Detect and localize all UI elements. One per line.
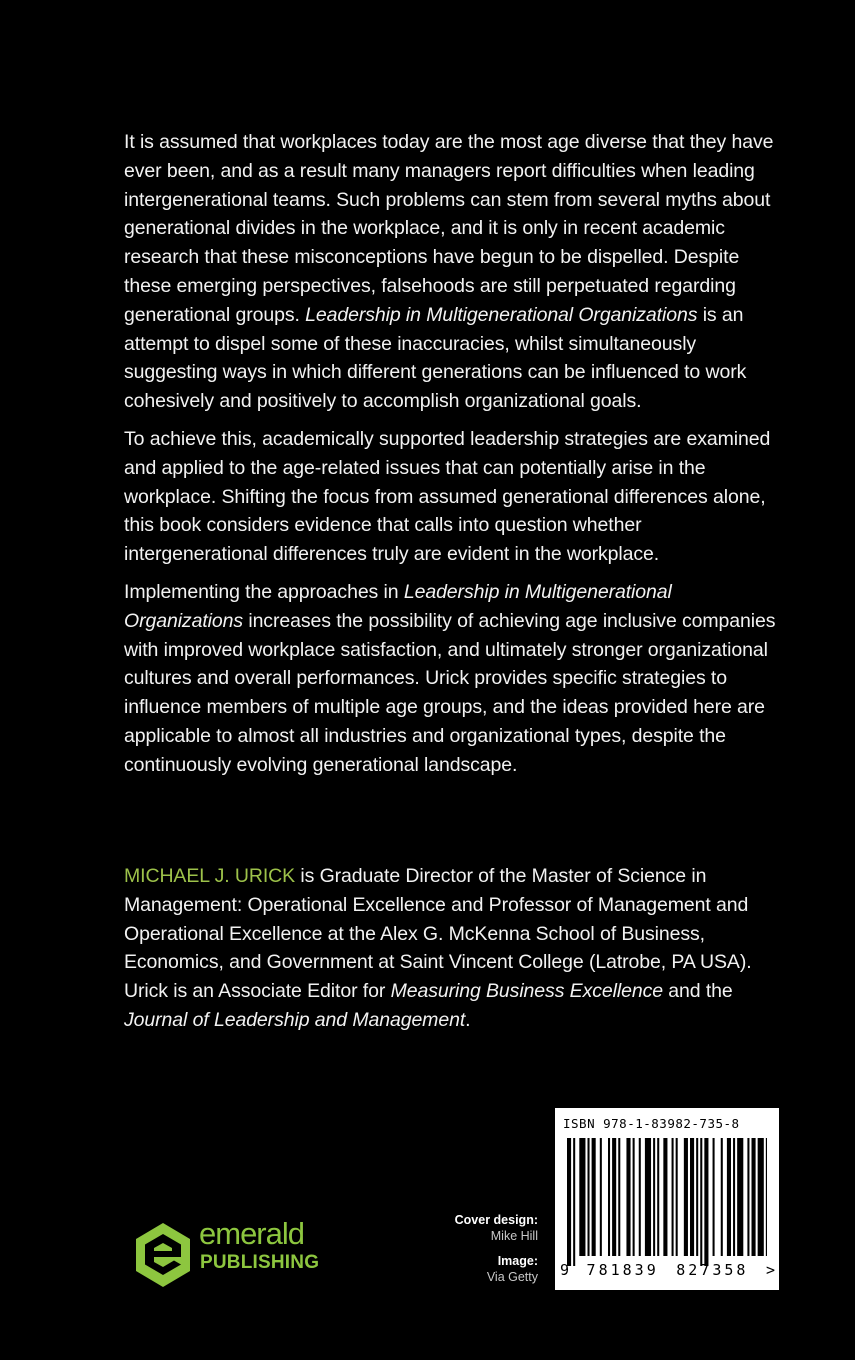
blurb-text: increases the possibility of achieving age inclusive companies with improved workplace satisfaction, and ultimately stronger organizational cultures and overall performances. Urick provides specific strategies to influence members of multiple age groups, and the ideas provided here are applicable to almost all industries and organizational types, despite the continuously evolving generational landscape. (124, 609, 776, 776)
author-name: MICHAEL J. URICK (124, 865, 296, 887)
barcode-bar (639, 1138, 641, 1256)
barcode-bar (766, 1138, 767, 1256)
logo-wordmark-publishing: PUBLISHING (200, 1252, 320, 1273)
image-credit-label: Image: (497, 1254, 538, 1268)
barcode-bar (737, 1138, 743, 1256)
emerald-hexagon-e-icon (134, 1222, 192, 1288)
isbn-barcode (555, 1108, 779, 1290)
barcode-digits (560, 1261, 775, 1279)
barcode-first-digit: 9 (560, 1261, 570, 1279)
barcode-bar (727, 1138, 731, 1256)
blurb-paragraph-3 (124, 578, 784, 780)
barcode-bar (645, 1138, 651, 1256)
barcode-bar (696, 1138, 698, 1256)
barcode-bar (618, 1138, 620, 1256)
isbn-label: ISBN 978-1-83982-735-8 (563, 1116, 740, 1131)
barcode-bar (700, 1138, 702, 1266)
back-cover-blurb (124, 128, 784, 789)
bio-text: is Graduate Director of the Master of Science in Management: Operational Excellence and Professor of Management and Operational Excellence at the Alex G. McKenna School of Business, Economics, and Government at Saint Vincent College (Latrobe, PA USA). Urick is an Associate Editor for (124, 865, 752, 1003)
bio-text: . (465, 1008, 471, 1031)
blurb-text: is an attempt to dispel some of these inaccuracies, whilst simultaneously suggesting ways in which different generations can be influenced to work cohesively and positively to accomplish organizational goals. (124, 303, 747, 413)
barcode-bar (588, 1138, 590, 1256)
barcode-end-mark: > (765, 1261, 775, 1279)
image-credit-value: Via Getty (486, 1270, 538, 1284)
cover-design-label: Cover design: (454, 1213, 538, 1227)
blurb-text: It is assumed that workplaces today are the most age diverse that they have ever been, and as a result many managers report difficulties when leading intergenerational teams. Such problems can stem from several myths about generational divides in the workplace, and it is only in recent academic research that these misconceptions have begun to be dispelled. Despite these emerging perspectives, falsehoods are still perpetuated regarding generational groups. (124, 131, 774, 326)
barcode-left-digits: 781839 (586, 1261, 659, 1279)
barcode-bar (633, 1138, 635, 1256)
blurb-paragraph-2 (124, 425, 784, 569)
book-title-italic: Leadership in Multigenerational Organizations (305, 303, 698, 326)
barcode-bar (676, 1138, 678, 1256)
author-bio (124, 862, 784, 1035)
barcode-bars (567, 1138, 767, 1268)
cover-credits (380, 1212, 538, 1285)
barcode-bar (758, 1138, 764, 1256)
barcode-bar (721, 1138, 723, 1256)
barcode-bar (672, 1138, 674, 1256)
barcode-bar (657, 1138, 659, 1256)
cover-design-value: Mike Hill (490, 1229, 538, 1243)
barcode-bar (608, 1138, 610, 1256)
blurb-paragraph-1 (124, 128, 784, 416)
barcode-bar (600, 1138, 602, 1256)
book-title-italic: Leadership in Multigenerational Organizations (124, 580, 672, 632)
barcode-bar (663, 1138, 667, 1256)
bio-text: and the (662, 980, 733, 1003)
barcode-right-digits: 827358 (676, 1261, 749, 1279)
barcode-bar (567, 1138, 571, 1266)
barcode-bar (733, 1138, 735, 1256)
barcode-bar (612, 1138, 616, 1256)
barcode-bar (713, 1138, 715, 1256)
journal-title: Journal of Leadership and Management (124, 1008, 466, 1031)
barcode-bar (592, 1138, 596, 1256)
barcode-bar (747, 1138, 749, 1256)
journal-title: Measuring Business Excellence (390, 980, 663, 1003)
barcode-bar (684, 1138, 688, 1256)
logo-wordmark-emerald: emerald (199, 1216, 304, 1251)
barcode-bar (579, 1138, 585, 1256)
barcode-bar (752, 1138, 756, 1256)
barcode-bar (573, 1138, 575, 1266)
barcode-bar (626, 1138, 630, 1256)
barcode-bar (704, 1138, 708, 1266)
barcode-bar (653, 1138, 655, 1256)
blurb-text: Implementing the approaches in (124, 580, 404, 603)
author-bio-paragraph (124, 862, 784, 1035)
barcode-bar (690, 1138, 694, 1256)
blurb-text: To achieve this, academically supported leadership strategies are examined and applied to the age-related issues that can potentially arise in the workplace. Shifting the focus from assumed generational differences alone, this book considers evidence that calls into question whether intergenerational differences truly are evident in the workplace. (124, 427, 771, 566)
